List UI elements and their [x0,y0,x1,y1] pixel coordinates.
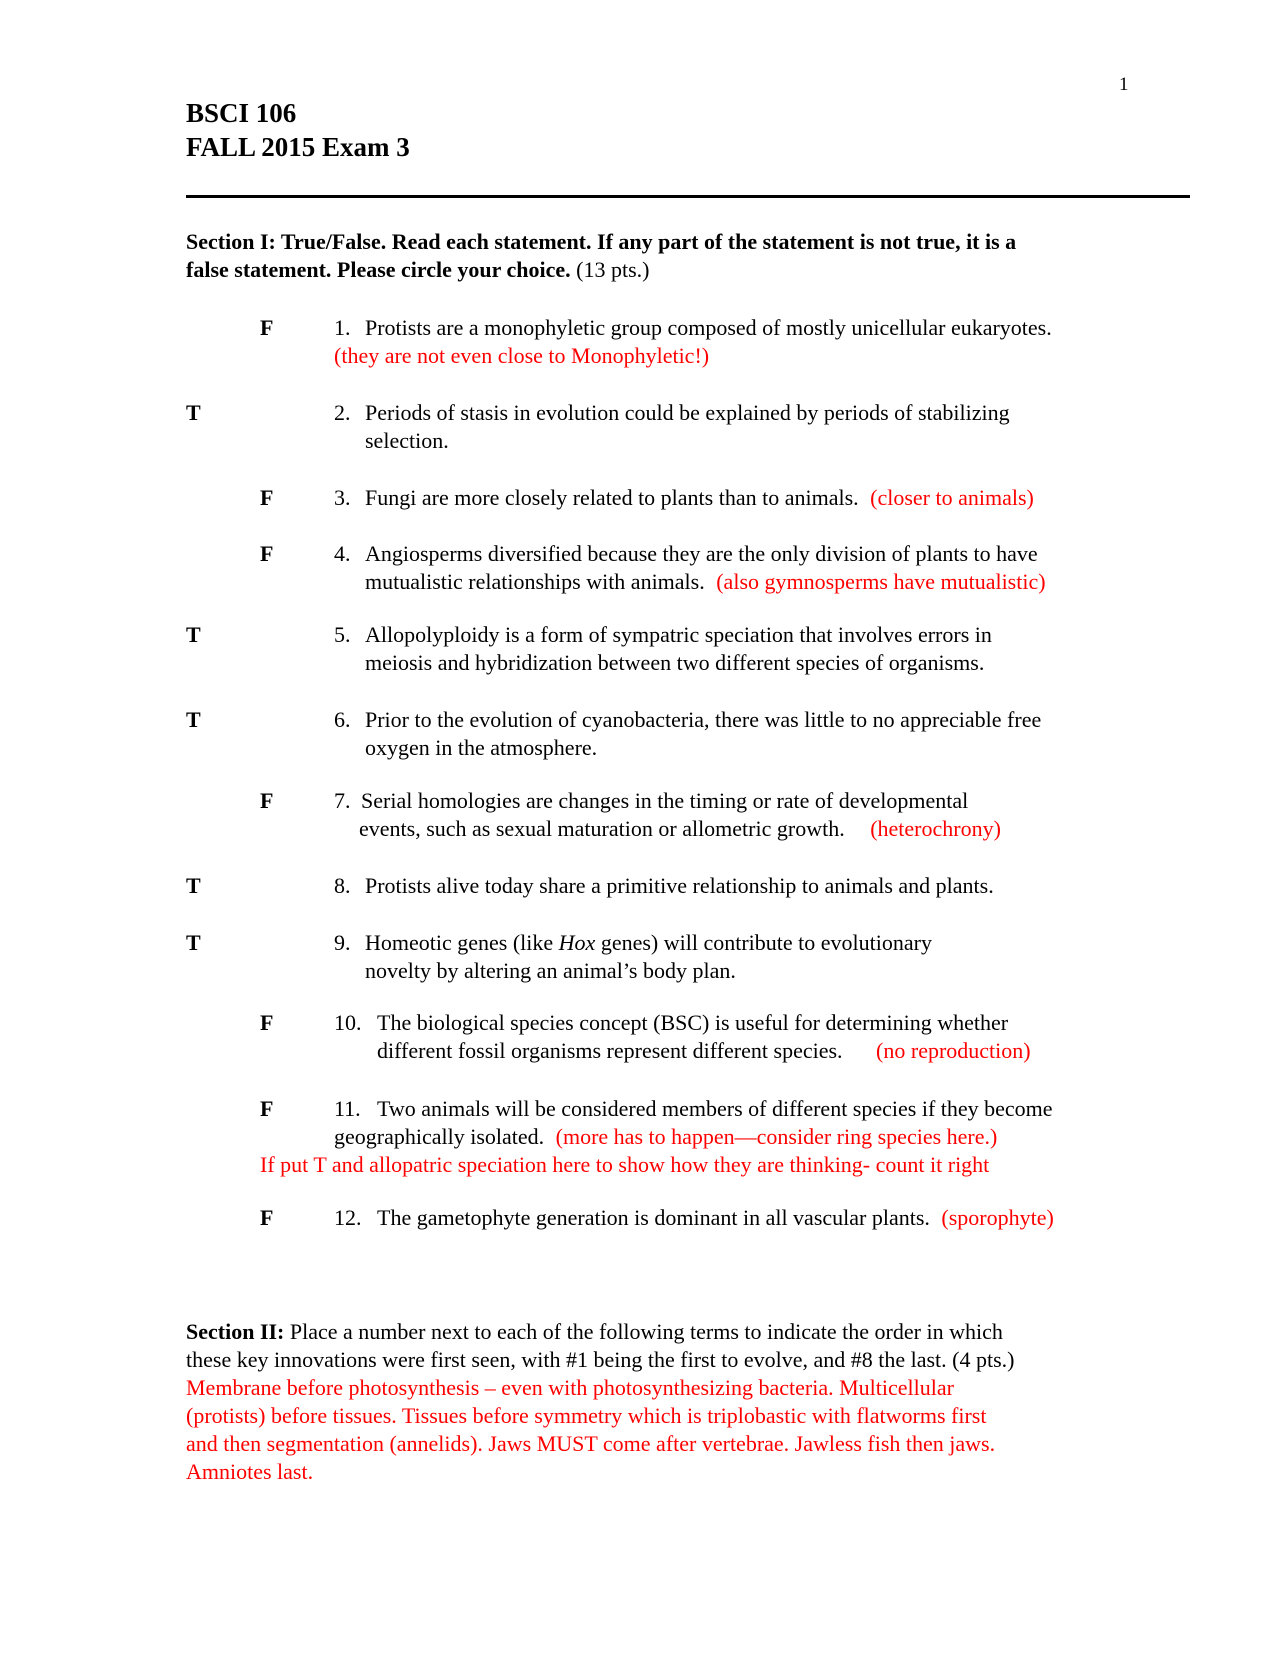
answer-10: F [260,1010,274,1035]
question-3-number: 3. [334,485,351,510]
course-title: BSCI 106 [186,98,297,128]
question-2-text-line2: selection. [365,428,449,453]
question-4-text: Angiosperms diversified because they are the only division of plants to have [365,541,1038,566]
answer-12: F [260,1205,274,1230]
question-9-text-line2: novelty by altering an animal’s body plan. [365,958,736,983]
section2-note-1: Membrane before photosynthesis – even with photosynthesizing bacteria. Multicellular [186,1375,954,1400]
question-10-body-line2: different fossil organisms represent different species. [377,1038,843,1063]
exam-title: FALL 2015 Exam 3 [186,132,410,162]
question-10-text-line2 [377,1038,1031,1064]
question-1-note: (they are not even close to Monophyletic!) [334,343,710,368]
section2-text-1: Place a number next to each of the following terms to indicate the order in which [284,1319,1003,1344]
question-5-text: Allopolyploidy is a form of sympatric speciation that involves errors in [365,622,992,647]
question-3-body: Fungi are more closely related to plants than to animals. [365,485,859,510]
question-11-number: 11. [334,1096,361,1121]
question-9-number: 9. [334,930,351,955]
section1-heading-bold-2: false statement. Please circle your choice. [186,257,571,282]
answer-9: T [186,930,201,955]
question-9-pre: Homeotic genes (like [365,930,559,955]
section2-heading: Section II: [186,1319,285,1344]
question-4-body-line2: mutualistic relationships with animals. [365,569,705,594]
page-number: 1 [1119,74,1129,95]
section2-note-2: (protists) before tissues. Tissues before symmetry which is triplobastic with flatworms first [186,1403,987,1428]
question-2-text: Periods of stasis in evolution could be explained by periods of stabilizing [365,400,1010,425]
question-6-text-line2: oxygen in the atmosphere. [365,735,598,760]
question-7-text: Serial homologies are changes in the timing or rate of developmental [361,788,969,813]
section1-heading-line1 [186,229,1016,255]
section1-points: (13 pts.) [570,257,650,282]
question-12-text [377,1205,1054,1231]
section2-note-4: Amniotes last. [186,1459,314,1484]
question-2-number: 2. [334,400,351,425]
question-8-text: Protists alive today share a primitive relationship to animals and plants. [365,873,994,898]
question-3-text [365,485,1034,511]
section2-line2: these key innovations were first seen, with #1 being the first to evolve, and #8 the last. (4 pts.) [186,1347,1015,1372]
question-9-text [365,930,932,956]
question-10-text: The biological species concept (BSC) is useful for determining whether [377,1010,1009,1035]
question-10-number: 10. [334,1010,362,1035]
answer-4: F [260,541,274,566]
answer-5: T [186,622,201,647]
question-6-text: Prior to the evolution of cyanobacteria, there was little to no appreciable free [365,707,1042,732]
answer-8: T [186,873,201,898]
question-12-body: The gametophyte generation is dominant in all vascular plants. [377,1205,930,1230]
question-8-number: 8. [334,873,351,898]
question-7-number: 7. [334,788,351,813]
question-4-number: 4. [334,541,351,566]
question-6-number: 6. [334,707,351,732]
section2-line1 [186,1319,1003,1345]
section1-heading-bold-1: Section I: True/False. Read each statement. If any part of the statement is not true, it is a [186,229,1017,254]
question-11-text: Two animals will be considered members of different species if they become [377,1096,1053,1121]
header-divider [186,195,1190,198]
answer-3: F [260,485,274,510]
answer-2: T [186,400,201,425]
question-1-number: 1. [334,315,351,340]
answer-1: F [260,315,274,340]
question-11-text-line2 [334,1124,997,1150]
question-11-grading-note: If put T and allopatric speciation here to show how they are thinking- count it right [260,1152,990,1177]
answer-7: F [260,788,274,813]
question-7-note: (heterochrony) [870,816,1001,841]
question-9-post: genes) will contribute to evolutionary [595,930,932,955]
question-7-body-line2: events, such as sexual maturation or allometric growth. [359,816,845,841]
question-10-note: (no reproduction) [876,1038,1031,1063]
question-5-number: 5. [334,622,351,647]
answer-6: T [186,707,201,732]
question-11-body-line2: geographically isolated. [334,1124,545,1149]
question-5-text-line2: meiosis and hybridization between two different species of organisms. [365,650,985,675]
question-3-note: (closer to animals) [870,485,1034,510]
section1-heading-line2 [186,257,650,283]
question-4-note: (also gymnosperms have mutualistic) [716,569,1046,594]
question-11-note: (more has to happen—consider ring species here.) [555,1124,998,1149]
question-4-text-line2 [365,569,1046,595]
question-9-italic: Hox [558,930,596,955]
question-7-text-line2 [359,816,1001,842]
question-12-note: (sporophyte) [941,1205,1054,1230]
answer-11: F [260,1096,274,1121]
question-12-number: 12. [334,1205,362,1230]
question-1-text: Protists are a monophyletic group composed of mostly unicellular eukaryotes. [365,315,1052,340]
section2-note-3: and then segmentation (annelids). Jaws MUST come after vertebrae. Jawless fish then jaws. [186,1431,996,1456]
